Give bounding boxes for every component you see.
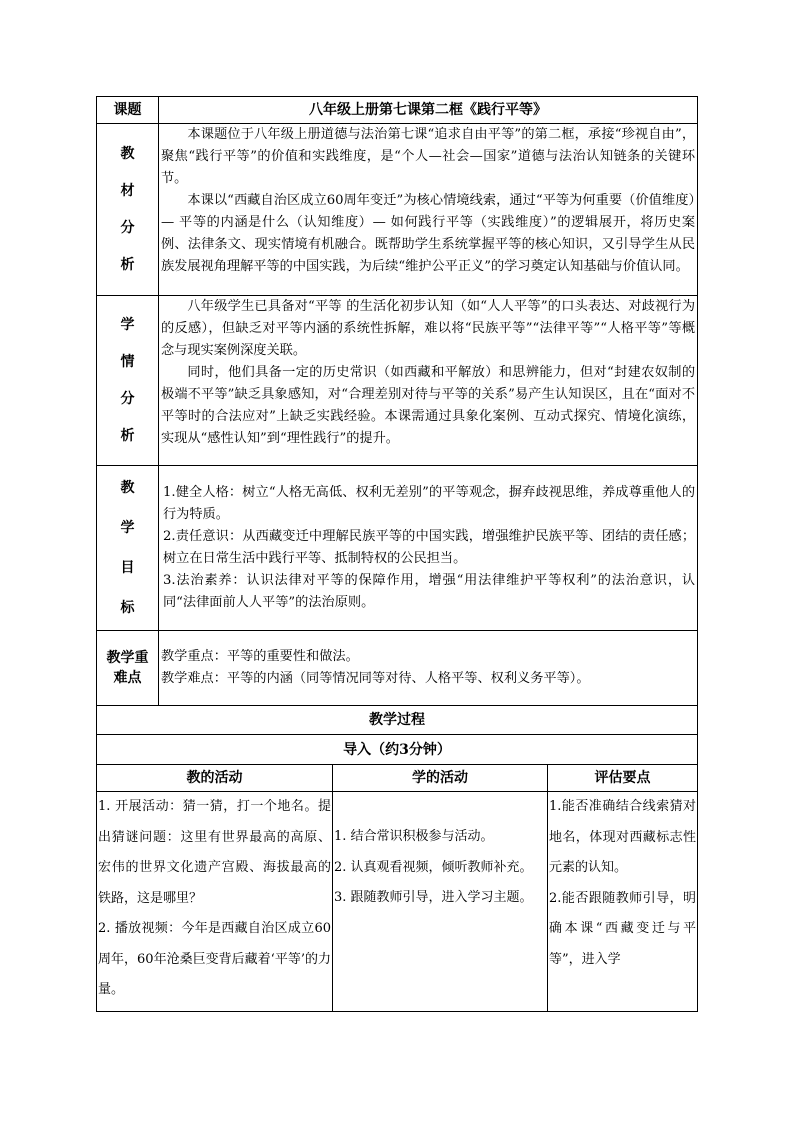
topic-label: 课题 xyxy=(97,97,159,124)
topic-row xyxy=(97,97,698,124)
process-title-row xyxy=(97,706,698,735)
teaching-goals-label: 教 学 目 标 xyxy=(97,466,159,631)
teaching-goals-content xyxy=(159,466,698,631)
difficult-point: 教学难点：平等的内涵（同等情况同等对待、人格平等、权利义务平等）。 xyxy=(161,671,590,686)
section-title-row xyxy=(97,735,698,765)
goal-item: 3.法治素养：认识法律对平等的保障作用，增强“用法律维护平等权利”的法治意识，认同“法律面前人人平等”的法治原则。 xyxy=(163,573,696,610)
goal-item: 1.健全人格：树立“人格无高低、权利无差别”的平等观念，摒弃歧视思维，养成尊重他人的行为特质。 xyxy=(163,485,696,522)
assessment-cell xyxy=(548,792,698,1012)
lesson-plan-page xyxy=(96,96,697,1012)
teacher-activity: 2. 播放视频：今年是西藏自治区成立60周年，60年沧桑巨变背后藏着‘平等’的力量。 xyxy=(98,921,331,997)
teacher-activity: 1. 开展活动：猜一猜，打一个地名。提出猜谜问题：这里有世界最高的高原、宏伟的世界文化遗产宫殿、海拔最高的铁路，这是哪里？ xyxy=(98,799,331,906)
teaching-goals-row xyxy=(97,466,698,631)
student-analysis-row xyxy=(97,296,698,466)
assessment-item: 1.能否准确结合线索猜对地名，体现对西藏标志性元素的认知。 xyxy=(549,799,697,875)
column-header-teacher: 教的活动 xyxy=(97,765,333,792)
assessment-item: 2.能否跟随教师引导，明确本课“西藏变迁与平等”，进入学 xyxy=(549,890,697,967)
lesson-plan-table xyxy=(96,96,698,1012)
topic-title: 八年级上册第七课第二框《践行平等》 xyxy=(159,97,698,124)
column-header-row xyxy=(97,765,698,792)
material-analysis-row xyxy=(97,124,698,296)
student-analysis-content xyxy=(159,296,698,466)
student-activity: 1. 结合常识积极参与活动。 xyxy=(334,829,494,844)
activity-row xyxy=(97,792,698,1012)
student-activity: 3. 跟随教师引导，进入学习主题。 xyxy=(334,890,533,905)
student-paragraph: 八年级学生已具备对“平等 的生活化初步认知（如“人人平等”的口头表达、对歧视行为的反感），但缺乏对平等内涵的系统性拆解，难以将“民族平等”“法律平等”“人格平等”等概念与现实案例深度关联。 xyxy=(161,299,696,358)
student-paragraph: 同时，他们具备一定的历史常识（如西藏和平解放）和思辨能力，但对“封建农奴制的极端不平等”缺乏具象感知，对“合理差别对待与平等的关系”易产生认知误区，且在“面对不平等时的合法应对”上缺乏实践经验。本课需通过具象化案例、互动式探究、情境化演练，实现从“感性认知”到“理性践行”的提升。 xyxy=(161,365,696,446)
teacher-activity-cell xyxy=(97,792,333,1012)
material-analysis-content xyxy=(159,124,698,296)
material-paragraph: 本课题位于八年级上册道德与法治第七课“追求自由平等”的第二框，承接“珍视自由”，聚焦“践行平等”的价值和实践维度，是“个人—社会—国家”道德与法治认知链条的关键环节。 xyxy=(161,127,696,186)
student-activity-cell xyxy=(333,792,548,1012)
key-points-label: 教学重 难点 xyxy=(97,631,159,706)
key-point: 教学重点：平等的重要性和做法。 xyxy=(161,649,359,664)
key-points-content xyxy=(159,631,698,706)
column-header-student: 学的活动 xyxy=(333,765,548,792)
column-header-assessment: 评估要点 xyxy=(548,765,698,792)
goal-item: 2.责任意识：从西藏变迁中理解民族平等的中国实践，增强维护民族平等、团结的责任感；树立在日常生活中践行平等、抵制特权的公民担当。 xyxy=(163,529,696,566)
material-paragraph: 本课以“西藏自治区成立60周年变迁”为核心情境线索，通过“平等为何重要（价值维度）— 平等的内涵是什么（认知维度）— 如何践行平等（实践维度）”的逻辑展开，将历史案例、法律条文、现实情境有机融合。既帮助学生系统掌握平等的核心知识，又引导学生从民族发展视角理解平等的中国实践，为后续“维护公平正义”的学习奠定认知基础与价值认同。 xyxy=(161,193,696,274)
student-activity: 2. 认真观看视频，倾听教师补充。 xyxy=(334,859,533,875)
student-analysis-label: 学 情 分 析 xyxy=(97,296,159,466)
section-title: 导入（约3分钟） xyxy=(97,735,698,765)
process-title: 教学过程 xyxy=(97,706,698,735)
material-analysis-label: 教 材 分 析 xyxy=(97,124,159,296)
key-points-row xyxy=(97,631,698,706)
